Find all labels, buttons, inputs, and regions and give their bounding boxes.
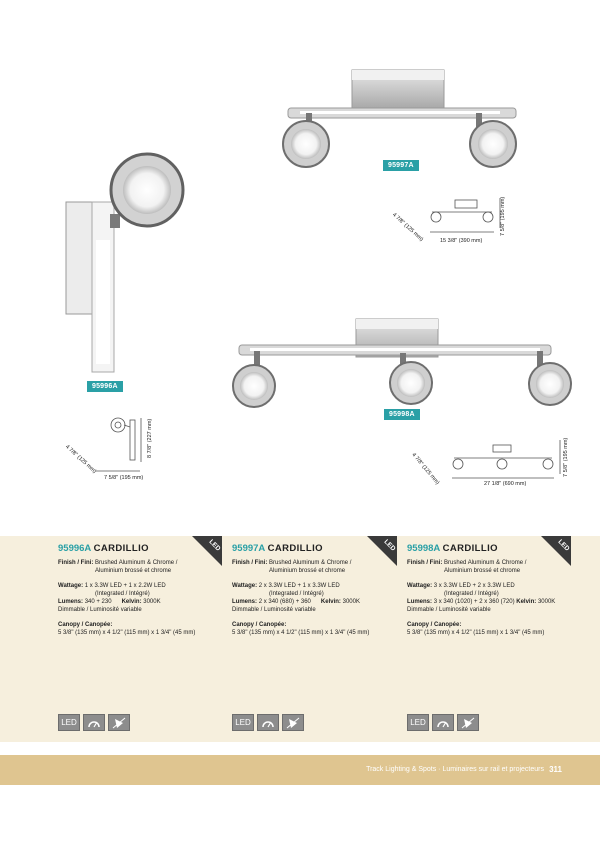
dimension-height-95996A: 8 7/8" (227 mm) bbox=[147, 418, 153, 458]
dimension-depth-95998A: 4 7/8" (125 mm) bbox=[410, 452, 441, 486]
product-title: 95997A CARDILLIO bbox=[232, 543, 323, 554]
page-number: 311 bbox=[549, 765, 562, 774]
adjustable-head-icon bbox=[282, 714, 304, 731]
dimension-width-95996A: 7 5/8" (195 mm) bbox=[104, 475, 144, 481]
adjustable-head-icon bbox=[457, 714, 479, 731]
product-title: 95996A CARDILLIO bbox=[58, 543, 149, 554]
dimmable-icon bbox=[257, 714, 279, 731]
led-badge-95996A: LED bbox=[182, 536, 222, 576]
dimension-depth-95996A: 4 7/8" (125 mm) bbox=[63, 444, 98, 475]
fixture-95996A bbox=[66, 154, 183, 372]
page-footer bbox=[0, 755, 600, 785]
product-tag-95996A: 95996A bbox=[87, 381, 123, 392]
dimension-width-95997A: 15 3/8" (390 mm) bbox=[440, 238, 483, 244]
line-drawing-95997A bbox=[430, 198, 500, 232]
led-icon: LED bbox=[58, 714, 80, 731]
led-icon: LED bbox=[232, 714, 254, 731]
dimension-height-95997A: 7 5/8" (195 mm) bbox=[500, 196, 506, 236]
adjustable-head-icon bbox=[108, 714, 130, 731]
dimension-depth-95997A: 4 7/8" (125 mm) bbox=[390, 212, 425, 243]
product-tag-95997A: 95997A bbox=[383, 160, 419, 171]
dimension-height-95998A: 7 5/8" (195 mm) bbox=[563, 437, 569, 477]
fixture-95998A bbox=[233, 319, 571, 407]
feature-icons-95997A bbox=[232, 714, 304, 731]
fixture-95997A bbox=[283, 70, 516, 167]
dimension-width-95998A: 27 1/8" (690 mm) bbox=[484, 481, 527, 487]
spec-column-95998A: 95998A CARDILLIO Finish / Fini: Brushed Aluminum & Chrome / Aluminium brossé et chrome Wattage: 3 x 3.3W LED + 2 x 3.3W LED (Integrated / Intégré) Lumens: 3 x 340 (1020) + 2 x 360 (720) Kelvin: 3000K Dimmable / Luminosité variable Canopy / Canopée: 5 3/8" (135 mm) x 4 1/2" (115 mm) x 1 3/4" (45 mm) bbox=[407, 545, 567, 637]
product-tag-95998A: 95998A bbox=[384, 409, 420, 420]
feature-icons-95998A bbox=[407, 714, 479, 731]
led-icon: LED bbox=[407, 714, 429, 731]
footer-section-title: Track Lighting & Spots · Luminaires sur rail et projecteurs bbox=[366, 766, 544, 773]
product-title: 95998A CARDILLIO bbox=[407, 543, 498, 554]
line-drawing-95998A bbox=[452, 440, 560, 478]
spec-column-95997A: 95997A CARDILLIO Finish / Fini: Brushed Aluminum & Chrome / Aluminium brossé et chrome Wattage: 2 x 3.3W LED + 1 x 3.3W LED (Integrated / Intégré) Lumens: 2 x 340 (680) + 360 Kelvin: 3000K Dimmable / Luminosité variable Canopy / Canopée: 5 3/8" (135 mm) x 4 1/2" (115 mm) x 1 3/4" (45 mm) bbox=[232, 545, 392, 637]
led-badge-95997A: LED bbox=[357, 536, 397, 576]
line-drawing-95996A bbox=[96, 418, 141, 471]
led-badge-95998A: LED bbox=[531, 536, 571, 576]
feature-icons-95996A bbox=[58, 714, 130, 731]
spec-column-95996A: 95996A CARDILLIO Finish / Fini: Brushed Aluminum & Chrome / Aluminium brossé et chrome Wattage: 1 x 3.3W LED + 1 x 2.2W LED (Integrated / Intégré) Lumens: 340 + 230 Kelvin: 3000K Dimmable / Luminosité variable Canopy / Canopée: 5 3/8" (135 mm) x 4 1/2" (115 mm) x 1 3/4" (45 mm) bbox=[58, 545, 218, 637]
dimmable-icon bbox=[83, 714, 105, 731]
dimmable-icon bbox=[432, 714, 454, 731]
